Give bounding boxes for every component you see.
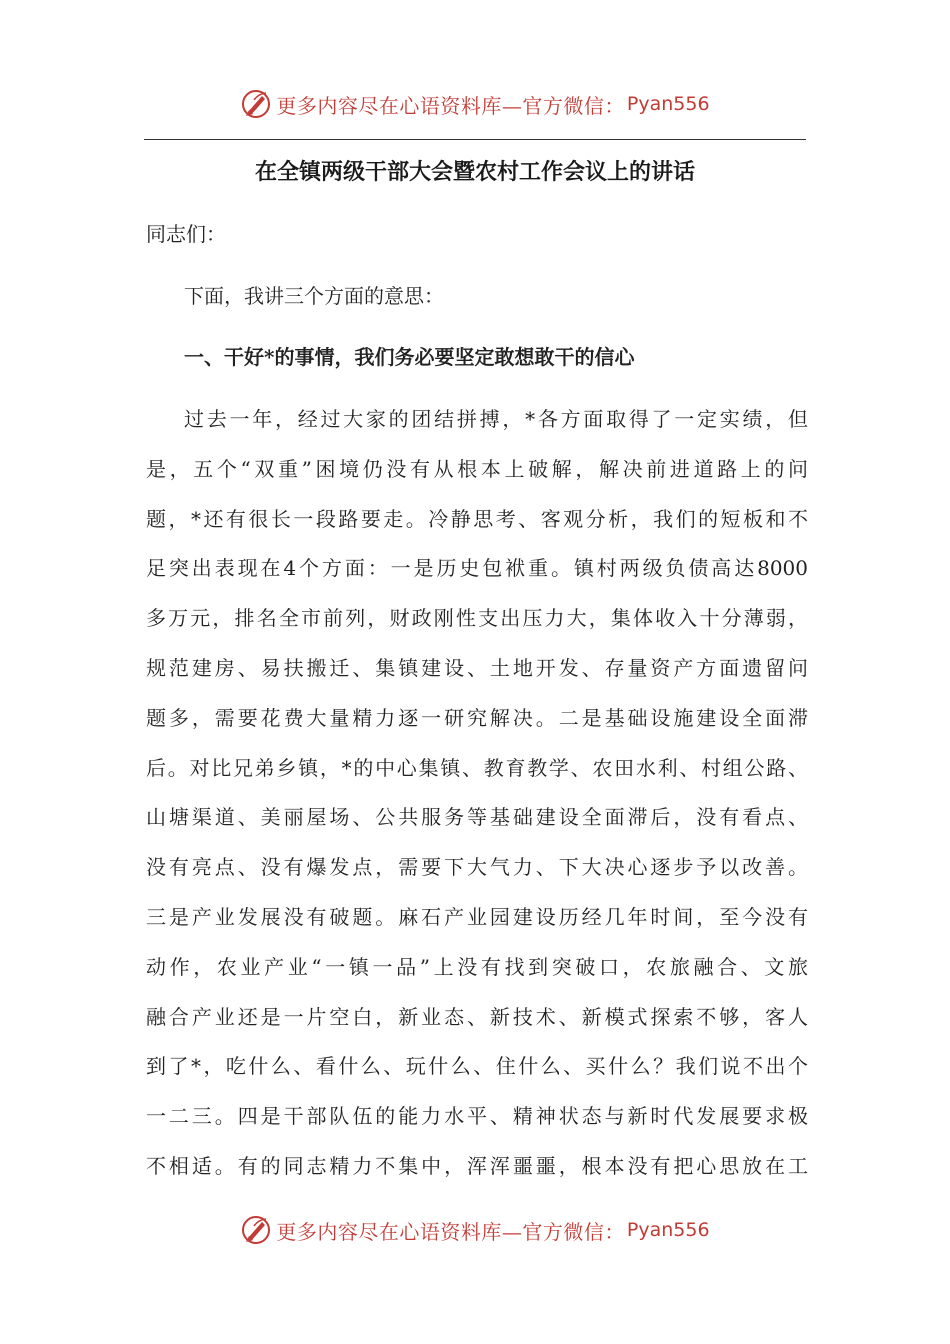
footer-banner-text: 更多内容尽在心语资料库—官方微信： xyxy=(276,1219,625,1244)
body-line: 到了*，吃什么、看什么、玩什么、住什么、买什么？我们说不出个 xyxy=(146,1054,808,1079)
header-divider xyxy=(144,139,806,140)
body-line: 规范建房、易扶搬迁、集镇建设、土地开发、存量资产方面遗留问 xyxy=(146,655,808,680)
header-banner-text: 更多内容尽在心语资料库—官方微信： xyxy=(276,93,625,118)
body-line: 是，五个“双重”困境仍没有从根本上破解，解决前进道路上的问 xyxy=(146,456,808,481)
footer-banner xyxy=(0,1210,950,1250)
body-line: 后。对比兄弟乡镇，*的中心集镇、教育教学、农田水利、村组公路、 xyxy=(146,755,808,780)
body-line: 题，*还有很长一段路要走。冷静思考、客观分析，我们的短板和不 xyxy=(146,506,808,531)
body-line: 动作，农业产业“一镇一品”上没有找到突破口，农旅融合、文旅 xyxy=(146,954,808,979)
body-line: 多万元，排名全市前列，财政刚性支出压力大，集体收入十分薄弱， xyxy=(146,606,808,631)
body-line: 山塘渠道、美丽屋场、公共服务等基础建设全面滞后，没有看点、 xyxy=(146,805,808,830)
body-paragraph xyxy=(146,397,808,1194)
body-line: 不相适。有的同志精力不集中，浑浑噩噩，根本没有把心思放在工 xyxy=(146,1153,808,1178)
body-line: 没有亮点、没有爆发点，需要下大气力、下大决心逐步予以改善。 xyxy=(146,855,808,880)
pen-logo-icon xyxy=(240,1214,272,1246)
body-line: 融合产业还是一片空白，新业态、新技术、新模式探索不够，客人 xyxy=(146,1004,808,1029)
body-line: 题多，需要花费大量精力逐一研究解决。二是基础设施建设全面滞 xyxy=(146,705,808,730)
body-line: 三是产业发展没有破题。麻石产业园建设历经几年时间，至今没有 xyxy=(146,904,808,929)
body-line: 一二三。四是干部队伍的能力水平、精神状态与新时代发展要求极 xyxy=(146,1104,808,1129)
section-heading: 一、干好*的事情，我们务必要坚定敢想敢干的信心 xyxy=(184,345,635,369)
body-line: 过去一年，经过大家的团结拼搏，*各方面取得了一定实绩，但 xyxy=(184,407,808,431)
header-wechat-id: Pyan556 xyxy=(626,93,710,115)
salutation: 同志们： xyxy=(146,222,226,246)
footer-wechat-id: Pyan556 xyxy=(626,1219,710,1241)
document-title: 在全镇两级干部大会暨农村工作会议上的讲话 xyxy=(254,159,695,185)
header-banner xyxy=(0,84,950,124)
intro-paragraph: 下面，我讲三个方面的意思： xyxy=(184,284,444,308)
body-line: 足突出表现在4个方面：一是历史包袱重。镇村两级负债高达8000 xyxy=(146,556,808,581)
pen-logo-icon xyxy=(240,88,272,120)
